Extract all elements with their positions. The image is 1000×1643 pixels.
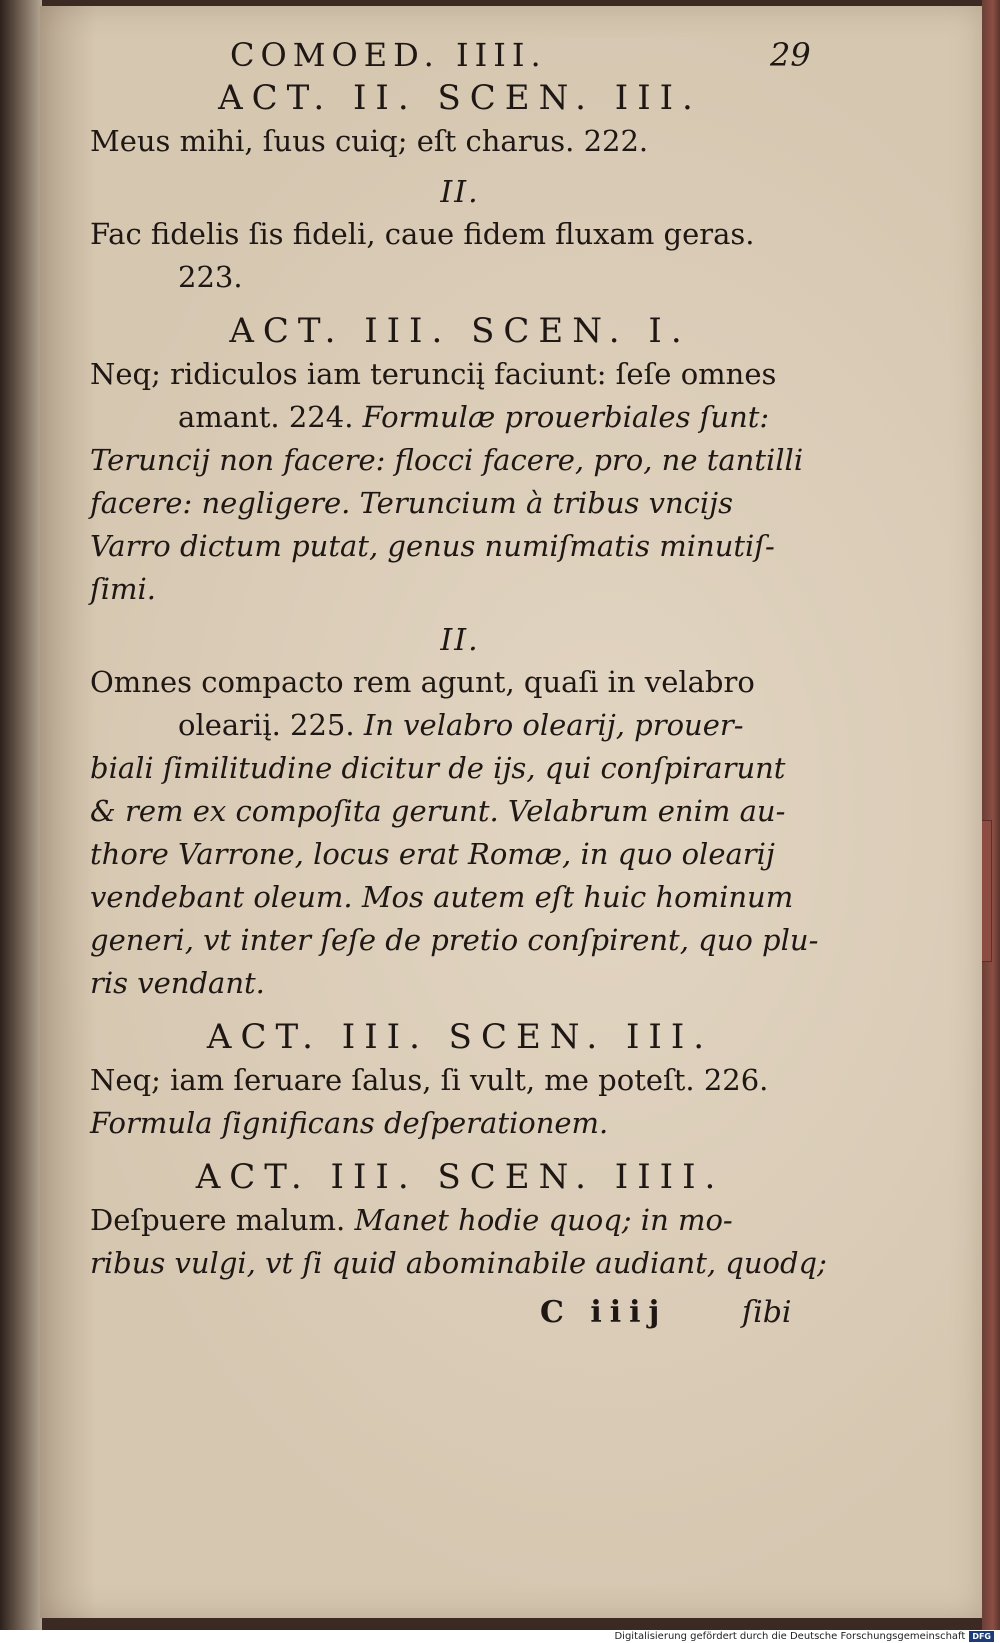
text-line <box>90 120 830 163</box>
text-line <box>90 1199 830 1242</box>
running-head-title: COMOED. IIII. <box>230 36 547 74</box>
commentary-text: thore Varrone, locus erat Romæ, in quo olearij <box>90 837 775 871</box>
text-line <box>90 704 830 747</box>
quotation-text: amant. 224. <box>178 400 354 434</box>
quotation-text: Neq; ridiculos iam terunciį faciunt: ſeſe omnes <box>90 357 777 391</box>
commentary-text: Teruncij non facere: flocci facere, pro, ne tantilli <box>90 443 804 477</box>
text-line <box>90 962 830 1005</box>
credit-text: Digitalisierung gefördert durch die Deutsche Forschungsgemeinschaft <box>614 1631 966 1642</box>
commentary-text: ris vendant. <box>90 966 265 1000</box>
text-line <box>90 568 830 611</box>
text-line <box>90 790 830 833</box>
quotation-text: 223. <box>178 260 243 294</box>
section-numeral: II. <box>440 623 480 658</box>
facing-page-edge <box>0 0 42 1630</box>
text-line <box>90 1102 830 1145</box>
signature-line <box>90 1295 830 1341</box>
commentary-text: Formula ſignificans deſperationem. <box>90 1106 609 1140</box>
quotation-text: Neq; iam ſeruare ſalus, ſi vult, me poteſt. 226. <box>90 1063 769 1097</box>
commentary-text: generi, vt inter ſeſe de pretio conſpirent, quo plu- <box>90 923 819 957</box>
text-line <box>90 482 830 525</box>
running-head <box>90 26 830 76</box>
text-line <box>90 833 830 876</box>
sections <box>90 76 830 1295</box>
commentary-text: Manet hodie quoq; in mo- <box>345 1203 733 1237</box>
section-heading: ACT. III. SCEN. I. <box>229 311 691 351</box>
page-number: 29 <box>770 36 811 74</box>
text-line <box>90 1242 830 1285</box>
book-cover-edge <box>982 0 1000 1630</box>
catchword: ſibi <box>742 1295 792 1330</box>
commentary-text: ſimi. <box>90 572 157 606</box>
section-heading: ACT. III. SCEN. IIII. <box>195 1157 725 1197</box>
page-content <box>90 26 830 1341</box>
text-line <box>90 353 830 396</box>
quotation-text: Omnes compacto rem agunt, quaſi in velabro <box>90 665 755 699</box>
text-line <box>90 396 830 439</box>
text-line <box>90 525 830 568</box>
commentary-text: Varro dictum putat, genus numiſmatis minutiſ- <box>90 529 775 563</box>
section-heading: ACT. III. SCEN. III. <box>206 1017 714 1057</box>
text-line <box>90 1059 830 1102</box>
footer-credit <box>614 1630 994 1643</box>
text-line <box>90 256 830 299</box>
dfg-logo: DFG <box>969 1631 994 1642</box>
text-line <box>90 661 830 704</box>
commentary-text: ribus vulgi, vt ſi quid abominabile audiant, quodq; <box>90 1246 827 1280</box>
quotation-text: oleariį. 225. <box>178 708 355 742</box>
text-line <box>90 919 830 962</box>
commentary-text: biali ſimilitudine dicitur de ijs, qui conſpirarunt <box>90 751 786 785</box>
text-line <box>90 747 830 790</box>
commentary-text: In velabro olearij, prouer- <box>354 708 744 742</box>
text-line <box>90 213 830 256</box>
section-numeral: II. <box>440 175 480 210</box>
book-page <box>40 6 982 1618</box>
commentary-text: vendebant oleum. Mos autem eſt huic hominum <box>90 880 794 914</box>
quotation-text: Fac fidelis ſis fideli, caue fidem fluxam geras. <box>90 217 755 251</box>
text-line <box>90 439 830 482</box>
quotation-text: Meus mihi, ſuus cuiq; eſt charus. 222. <box>90 124 649 158</box>
quotation-text: Deſpuere malum. <box>90 1203 346 1237</box>
signature-mark: C iiij <box>540 1295 668 1330</box>
section-heading: ACT. II. SCEN. III. <box>218 78 702 118</box>
commentary-text: facere: negligere. Teruncium à tribus vncijs <box>90 486 734 520</box>
text-line <box>90 876 830 919</box>
commentary-text: & rem ex compoſita gerunt. Velabrum enim au- <box>90 794 786 828</box>
commentary-text: Formulæ prouerbiales ſunt: <box>353 400 770 434</box>
